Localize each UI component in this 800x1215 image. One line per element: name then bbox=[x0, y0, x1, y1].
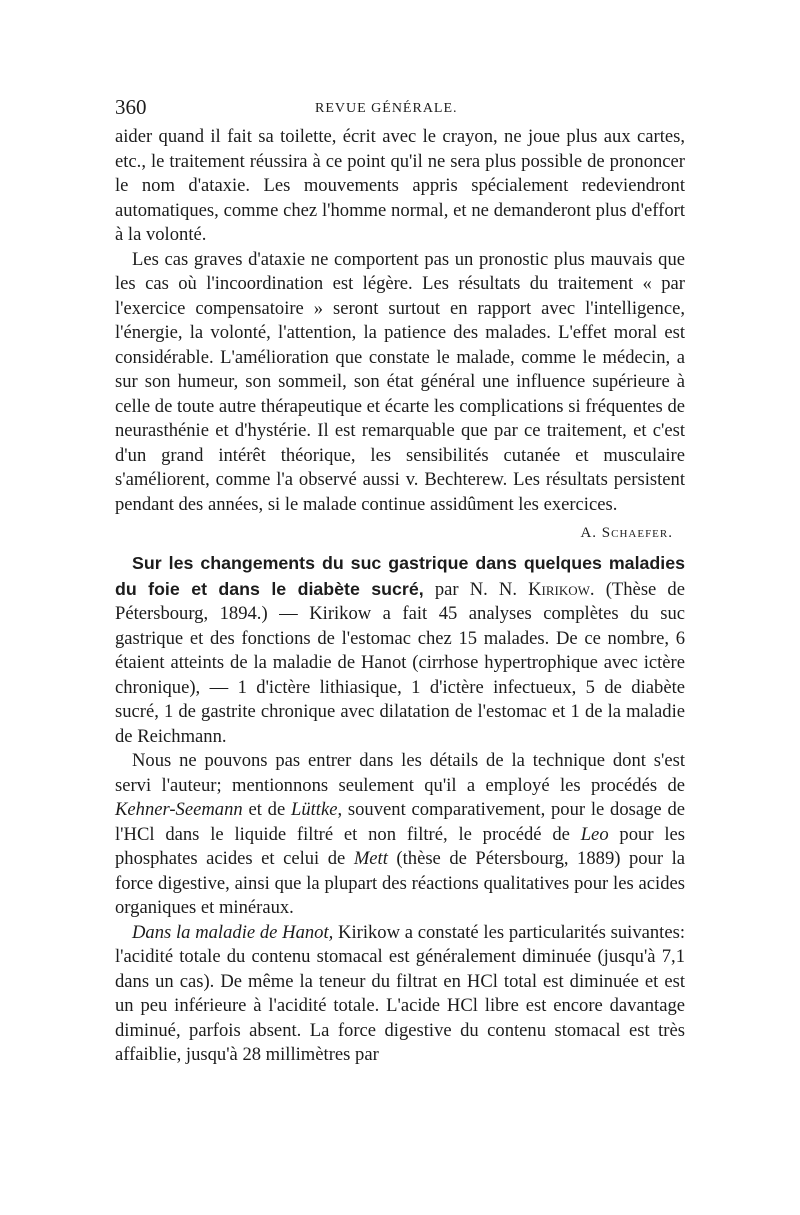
paragraph-ataxia-prognosis: Les cas graves d'ataxie ne comportent pas un pronostic plus mauvais que les cas où l'incoordination est légère. Les résultats du traitement « par l'exercice compensatoire » seront surtout en rapport avec l'intelligence, l'énergie, la volonté, l'attention, la patience des malades. L'effet moral est considérable. L'amélioration que constate le malade, comme le médecin, a sur son humeur, son sommeil, son état général une influence supérieure à celle de toute autre thérapeutique et écarte les complications si fréquentes de neurasthénie et d'hystérie. Il est remarquable que par ce traitement, et c'est d'un grand intérêt théorique, les sensibilités cutanée et musculaire s'améliorent, comme l'a observé aussi v. Bechterew. Les résultats persistent pendant des années, si le malade continue assidûment les exercices. bbox=[115, 248, 685, 515]
technique-text-2: et de bbox=[242, 799, 291, 820]
method-luttke: Lüttke bbox=[290, 799, 338, 820]
running-title: REVUE GÉNÉRALE. bbox=[315, 101, 458, 116]
paragraph-hanot bbox=[115, 921, 685, 1068]
signature-initial: A. bbox=[580, 525, 598, 541]
article-author: Kirikow. bbox=[528, 578, 595, 600]
article-abstract bbox=[115, 551, 685, 749]
technique-text-3: , souvent comparativement, pour le dosage de l'HCl dans le liquide filtré et non filtré, le procédé de bbox=[115, 799, 685, 845]
method-mett: Mett bbox=[353, 848, 388, 869]
signature-name: Schaefer. bbox=[601, 525, 673, 541]
body-text bbox=[115, 125, 685, 1068]
article-title: Sur les changements du suc gastrique dans quelques maladies du foie et dans le diabète sucré, bbox=[115, 553, 685, 599]
author-signature bbox=[115, 521, 673, 545]
paragraph-ataxia-end: aider quand il fait sa toilette, écrit avec le crayon, ne joue plus aux cartes, etc., le traitement réussira à ce point qu'il ne sera plus possible de prononcer le nom d'ataxie. Les mouvements appris spécialement redeviendront automatiques, comme chez l'homme normal, et ne demanderont plus d'effort à la volonté. bbox=[115, 126, 685, 245]
page-header bbox=[115, 95, 685, 125]
method-leo: Leo bbox=[580, 823, 609, 845]
article-by: par N. N. bbox=[423, 578, 529, 600]
hanot-text: Kirikow a constaté les particularités suivantes: l'acidité totale du contenu stomacal est généralement diminuée (jusqu'à 7,1 dans un cas). De même la teneur du filtrat en HCl total est diminuée et est un peu inférieure à l'acidité totale. L'acide HCl libre est encore davantage diminué, parfois absent. La force digestive du contenu stomacal est très affaiblie, jusqu'à 28 millimètres par bbox=[115, 921, 685, 1065]
technique-text-1: Nous ne pouvons pas entrer dans les détails de la technique dont s'est servi l'auteur; mentionnons seulement qu'il a employé les procédés de bbox=[115, 750, 685, 796]
method-kehner-seemann: Kehner-Seemann bbox=[115, 799, 243, 820]
paragraph-technique bbox=[115, 749, 685, 921]
document-page bbox=[115, 95, 685, 1068]
article-intro: (Thèse de Pétersbourg, 1894.) — Kirikow a fait 45 analyses complètes du suc gastrique et des fonctions de l'estomac chez 15 malades. De ce nombre, 6 étaient atteints de la maladie de Hanot (cirrhose hypertrophique avec ictère chronique), — 1 d'ictère lithiasique, 1 d'ictère infectueux, 5 de diabète sucré, 1 de gastrite chronique avec dilatation de l'estomac et 1 de la maladie de Reichmann. bbox=[115, 578, 685, 747]
technique-text-5: (thèse de Pétersbourg, 1889) pour la force digestive, ainsi que la plupart des réactions qualitatives pour les acides organiques et minéraux. bbox=[115, 848, 685, 918]
technique-text-4: pour les phosphates acides et celui de bbox=[115, 823, 685, 869]
page-number: 360 bbox=[115, 95, 147, 119]
hanot-lead: Dans la maladie de Hanot, bbox=[132, 921, 334, 943]
